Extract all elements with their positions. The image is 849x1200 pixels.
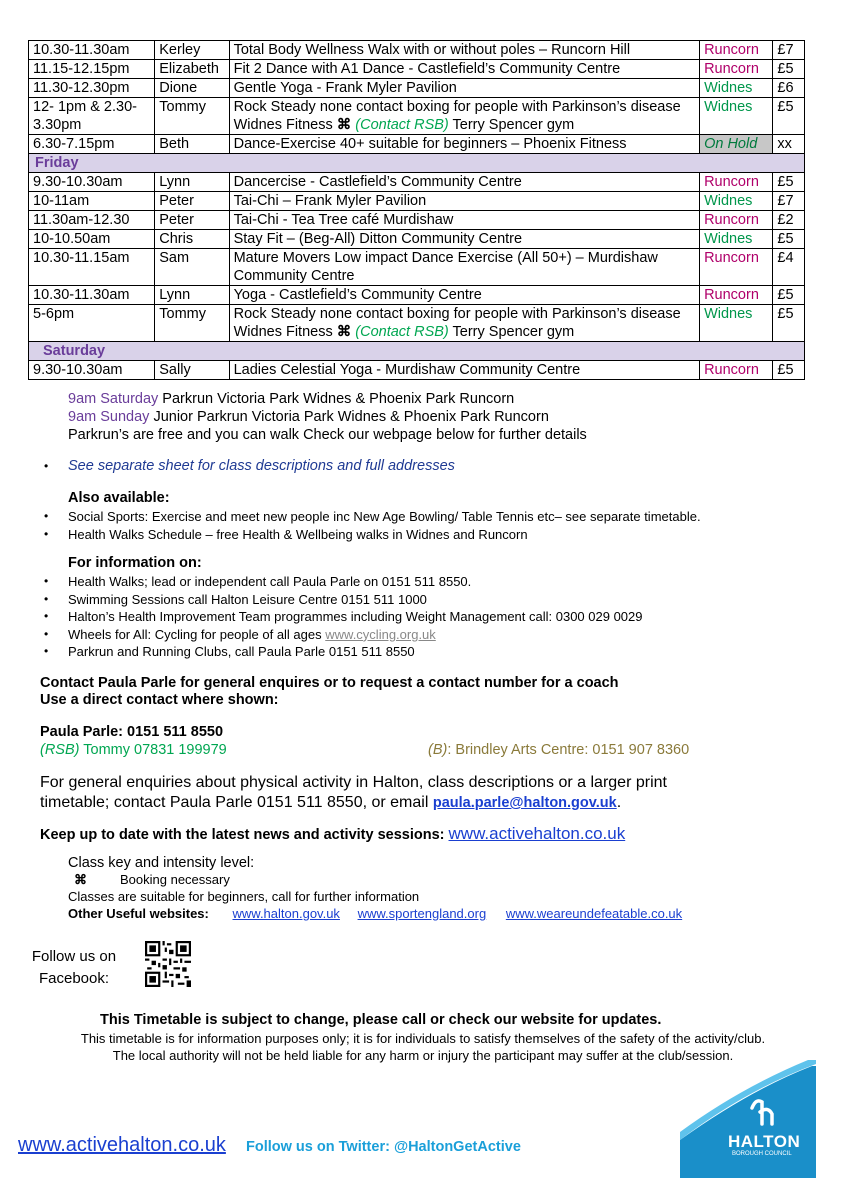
price-cell: £6 bbox=[773, 79, 805, 98]
timetable-row bbox=[29, 305, 805, 342]
price-cell: £5 bbox=[773, 60, 805, 79]
follow-facebook: Follow us on Facebook: bbox=[31, 948, 117, 987]
activity-cell: Yoga - Castlefield’s Community Centre bbox=[229, 286, 699, 305]
timetable-row bbox=[29, 98, 805, 135]
area-cell: Widnes bbox=[700, 305, 773, 342]
time-cell: 10.30-11.30am bbox=[29, 286, 155, 305]
booking-necessary-icon: ⌘ bbox=[336, 117, 352, 133]
booking-key: ⌘ Booking necessary bbox=[74, 872, 230, 887]
day-header-row bbox=[29, 342, 805, 361]
footer-site-link[interactable]: www.activehalton.co.uk bbox=[18, 1134, 226, 1156]
disclaimer-bold: This Timetable is subject to change, please call or check our website for updates. bbox=[100, 1012, 662, 1028]
keep-up: Keep up to date with the latest news and activity sessions: www.activehalton.co.uk bbox=[40, 824, 626, 843]
price-cell: £4 bbox=[773, 249, 805, 286]
logo-name: HALTON bbox=[728, 1132, 801, 1151]
halton-link[interactable]: www.halton.gov.uk bbox=[232, 906, 340, 921]
undefeatable-link[interactable]: www.weareundefeatable.co.uk bbox=[505, 906, 683, 921]
area-cell: Runcorn bbox=[700, 249, 773, 286]
activity-cell: Total Body Wellness Walx with or without poles – Runcorn Hill bbox=[229, 41, 699, 60]
coach-cell: Sam bbox=[155, 249, 229, 286]
timetable-row bbox=[29, 230, 805, 249]
coach-cell: Kerley bbox=[155, 41, 229, 60]
logo-sub: BOROUGH COUNCIL bbox=[732, 1151, 792, 1157]
time-cell: 6.30-7.15pm bbox=[29, 135, 155, 154]
time-cell: 10.30-11.30am bbox=[29, 41, 155, 60]
sportengland-link[interactable]: www.sportengland.org bbox=[357, 906, 487, 921]
timetable-row bbox=[29, 60, 805, 79]
cycling-link[interactable]: www.cycling.org.uk bbox=[325, 626, 436, 642]
area-cell: Runcorn bbox=[700, 173, 773, 192]
halton-logo bbox=[680, 1060, 816, 1178]
time-cell: 11.30-12.30pm bbox=[29, 79, 155, 98]
timetable bbox=[28, 40, 805, 380]
brindley-contact: (B): Brindley Arts Centre: 0151 907 8360 bbox=[428, 742, 690, 758]
email-link[interactable]: paula.parle@halton.gov.uk bbox=[432, 795, 617, 811]
activity-cell: Dance-Exercise 40+ suitable for beginners – Phoenix Fitness bbox=[229, 135, 699, 154]
time-cell: 10-11am bbox=[29, 192, 155, 211]
time-cell: 9.30-10.30am bbox=[29, 361, 155, 380]
useful-websites: Other Useful websites: www.halton.gov.uk www.sportengland.org www.weareundefeatable.co.uk bbox=[68, 906, 683, 921]
area-cell: Runcorn bbox=[700, 361, 773, 380]
time-cell: 5-6pm bbox=[29, 305, 155, 342]
coach-cell: Tommy bbox=[155, 98, 229, 135]
info-list bbox=[36, 573, 816, 661]
coach-cell: Beth bbox=[155, 135, 229, 154]
timetable-row bbox=[29, 192, 805, 211]
timetable-row bbox=[29, 173, 805, 192]
coach-cell: Elizabeth bbox=[155, 60, 229, 79]
day-header-row bbox=[29, 154, 805, 173]
activity-cell: Stay Fit – (Beg-All) Ditton Community Centre bbox=[229, 230, 699, 249]
coach-cell: Lynn bbox=[155, 173, 229, 192]
area-cell: Runcorn bbox=[700, 286, 773, 305]
activity-cell: Rock Steady none contact boxing for people with Parkinson’s disease Widnes Fitness ⌘ (Contact RSB) Terry Spencer gym bbox=[229, 98, 699, 135]
separate-sheet-note: • See separate sheet for class descriptions and full addresses bbox=[36, 457, 796, 475]
activity-cell: Dancercise - Castlefield’s Community Centre bbox=[229, 173, 699, 192]
price-cell: £5 bbox=[773, 173, 805, 192]
time-cell: 10-10.50am bbox=[29, 230, 155, 249]
rsb-contact: (RSB) Tommy 07831 199979 bbox=[40, 742, 227, 758]
area-cell: Runcorn bbox=[700, 211, 773, 230]
area-cell: Widnes bbox=[700, 192, 773, 211]
price-cell: £5 bbox=[773, 305, 805, 342]
timetable-row bbox=[29, 41, 805, 60]
info-heading: For information on: bbox=[68, 555, 202, 571]
timetable-row bbox=[29, 211, 805, 230]
parkrun-note: Parkrun’s are free and you can walk Check our webpage below for further details bbox=[68, 427, 587, 443]
price-cell: £2 bbox=[773, 211, 805, 230]
price-cell: £7 bbox=[773, 41, 805, 60]
area-cell: Widnes bbox=[700, 98, 773, 135]
activity-cell: Rock Steady none contact boxing for people with Parkinson’s disease Widnes Fitness ⌘ (Contact RSB) Terry Spencer gym bbox=[229, 305, 699, 342]
booking-icon: ⌘ bbox=[74, 872, 87, 887]
footer-twitter: Follow us on Twitter: @HaltonGetActive bbox=[246, 1139, 521, 1155]
qr-code-icon[interactable] bbox=[145, 941, 191, 987]
timetable-row bbox=[29, 135, 805, 154]
also-available-heading: Also available: bbox=[68, 490, 170, 506]
area-cell: Widnes bbox=[700, 79, 773, 98]
booking-necessary-icon: ⌘ bbox=[336, 324, 352, 340]
also-available-item: • Health Walks Schedule – free Health & Wellbeing walks in Widnes and Runcorn bbox=[36, 526, 816, 544]
price-cell: xx bbox=[773, 135, 805, 154]
coach-cell: Tommy bbox=[155, 305, 229, 342]
info-item-wheels: • Wheels for All: Cycling for people of all ages www.cycling.org.uk bbox=[36, 626, 816, 644]
beginners-note: Classes are suitable for beginners, call for further information bbox=[68, 889, 420, 904]
coach-cell: Peter bbox=[155, 192, 229, 211]
general-enquiries: For general enquiries about physical activity in Halton, class descriptions or a larger print timetable; contact Paula Parle 0151 511 8550, or email paula.parle@halton.gov.uk. bbox=[40, 774, 667, 811]
coach-cell: Sally bbox=[155, 361, 229, 380]
day-label: Saturday bbox=[29, 342, 805, 361]
timetable-row bbox=[29, 286, 805, 305]
info-item: • Halton’s Health Improvement Team programmes including Weight Management call: 0300 029 0029 bbox=[36, 608, 816, 626]
price-cell: £5 bbox=[773, 361, 805, 380]
price-cell: £5 bbox=[773, 230, 805, 249]
activity-cell: Fit 2 Dance with A1 Dance - Castlefield’s Community Centre bbox=[229, 60, 699, 79]
coach-cell: Dione bbox=[155, 79, 229, 98]
coach-cell: Peter bbox=[155, 211, 229, 230]
activity-cell: Gentle Yoga - Frank Myler Pavilion bbox=[229, 79, 699, 98]
time-cell: 11.30am-12.30 bbox=[29, 211, 155, 230]
day-label: Friday bbox=[29, 154, 805, 173]
coach-cell: Lynn bbox=[155, 286, 229, 305]
timetable-row bbox=[29, 79, 805, 98]
separate-sheet-list bbox=[36, 457, 796, 475]
parkrun-sunday: 9am Sunday Junior Parkrun Victoria Park Widnes & Phoenix Park Runcorn bbox=[68, 409, 549, 425]
area-cell: Runcorn bbox=[700, 41, 773, 60]
price-cell: £7 bbox=[773, 192, 805, 211]
area-cell: On Hold bbox=[700, 135, 773, 154]
parkrun-saturday: 9am Saturday Parkrun Victoria Park Widnes & Phoenix Park Runcorn bbox=[68, 391, 515, 407]
time-cell: 10.30-11.15am bbox=[29, 249, 155, 286]
time-cell: 9.30-10.30am bbox=[29, 173, 155, 192]
area-cell: Runcorn bbox=[700, 60, 773, 79]
activity-cell: Ladies Celestial Yoga - Murdishaw Community Centre bbox=[229, 361, 699, 380]
paula-contact: Paula Parle: 0151 511 8550 bbox=[40, 724, 224, 740]
coach-cell: Chris bbox=[155, 230, 229, 249]
also-available-list bbox=[36, 508, 816, 543]
info-item: • Parkrun and Running Clubs, call Paula Parle 0151 511 8550 bbox=[36, 643, 816, 661]
price-cell: £5 bbox=[773, 286, 805, 305]
info-item: • Health Walks; lead or independent call Paula Parle on 0151 511 8550. bbox=[36, 573, 816, 591]
footer-site bbox=[18, 1134, 226, 1157]
time-cell: 12- 1pm & 2.30-3.30pm bbox=[29, 98, 155, 135]
timetable-row bbox=[29, 249, 805, 286]
class-key-heading: Class key and intensity level: bbox=[68, 855, 255, 871]
disclaimer: This timetable is for information purposes only; it is for individuals to satisfy themselves of the safety of the activity/club. The local authority will not be held liable for any harm or injury the participant may suffer at the club/session. bbox=[80, 1031, 766, 1063]
price-cell: £5 bbox=[773, 98, 805, 135]
info-item: • Swimming Sessions call Halton Leisure Centre 0151 511 1000 bbox=[36, 591, 816, 609]
activity-cell: Tai-Chi – Frank Myler Pavilion bbox=[229, 192, 699, 211]
activity-cell: Tai-Chi - Tea Tree café Murdishaw bbox=[229, 211, 699, 230]
halton-logo-mark-icon bbox=[680, 1060, 816, 1178]
parkrun-block bbox=[68, 390, 587, 444]
time-cell: 11.15-12.15pm bbox=[29, 60, 155, 79]
contact-intro: Contact Paula Parle for general enquires or to request a contact number for a coach Use a direct contact where shown: bbox=[40, 675, 619, 708]
activity-cell: Mature Movers Low impact Dance Exercise (All 50+) – Murdishaw Community Centre bbox=[229, 249, 699, 286]
activehalton-link[interactable]: www.activehalton.co.uk bbox=[448, 824, 626, 843]
timetable-row bbox=[29, 361, 805, 380]
area-cell: Widnes bbox=[700, 230, 773, 249]
also-available-item: • Social Sports: Exercise and meet new people inc New Age Bowling/ Table Tennis etc– see separate timetable. bbox=[36, 508, 816, 526]
